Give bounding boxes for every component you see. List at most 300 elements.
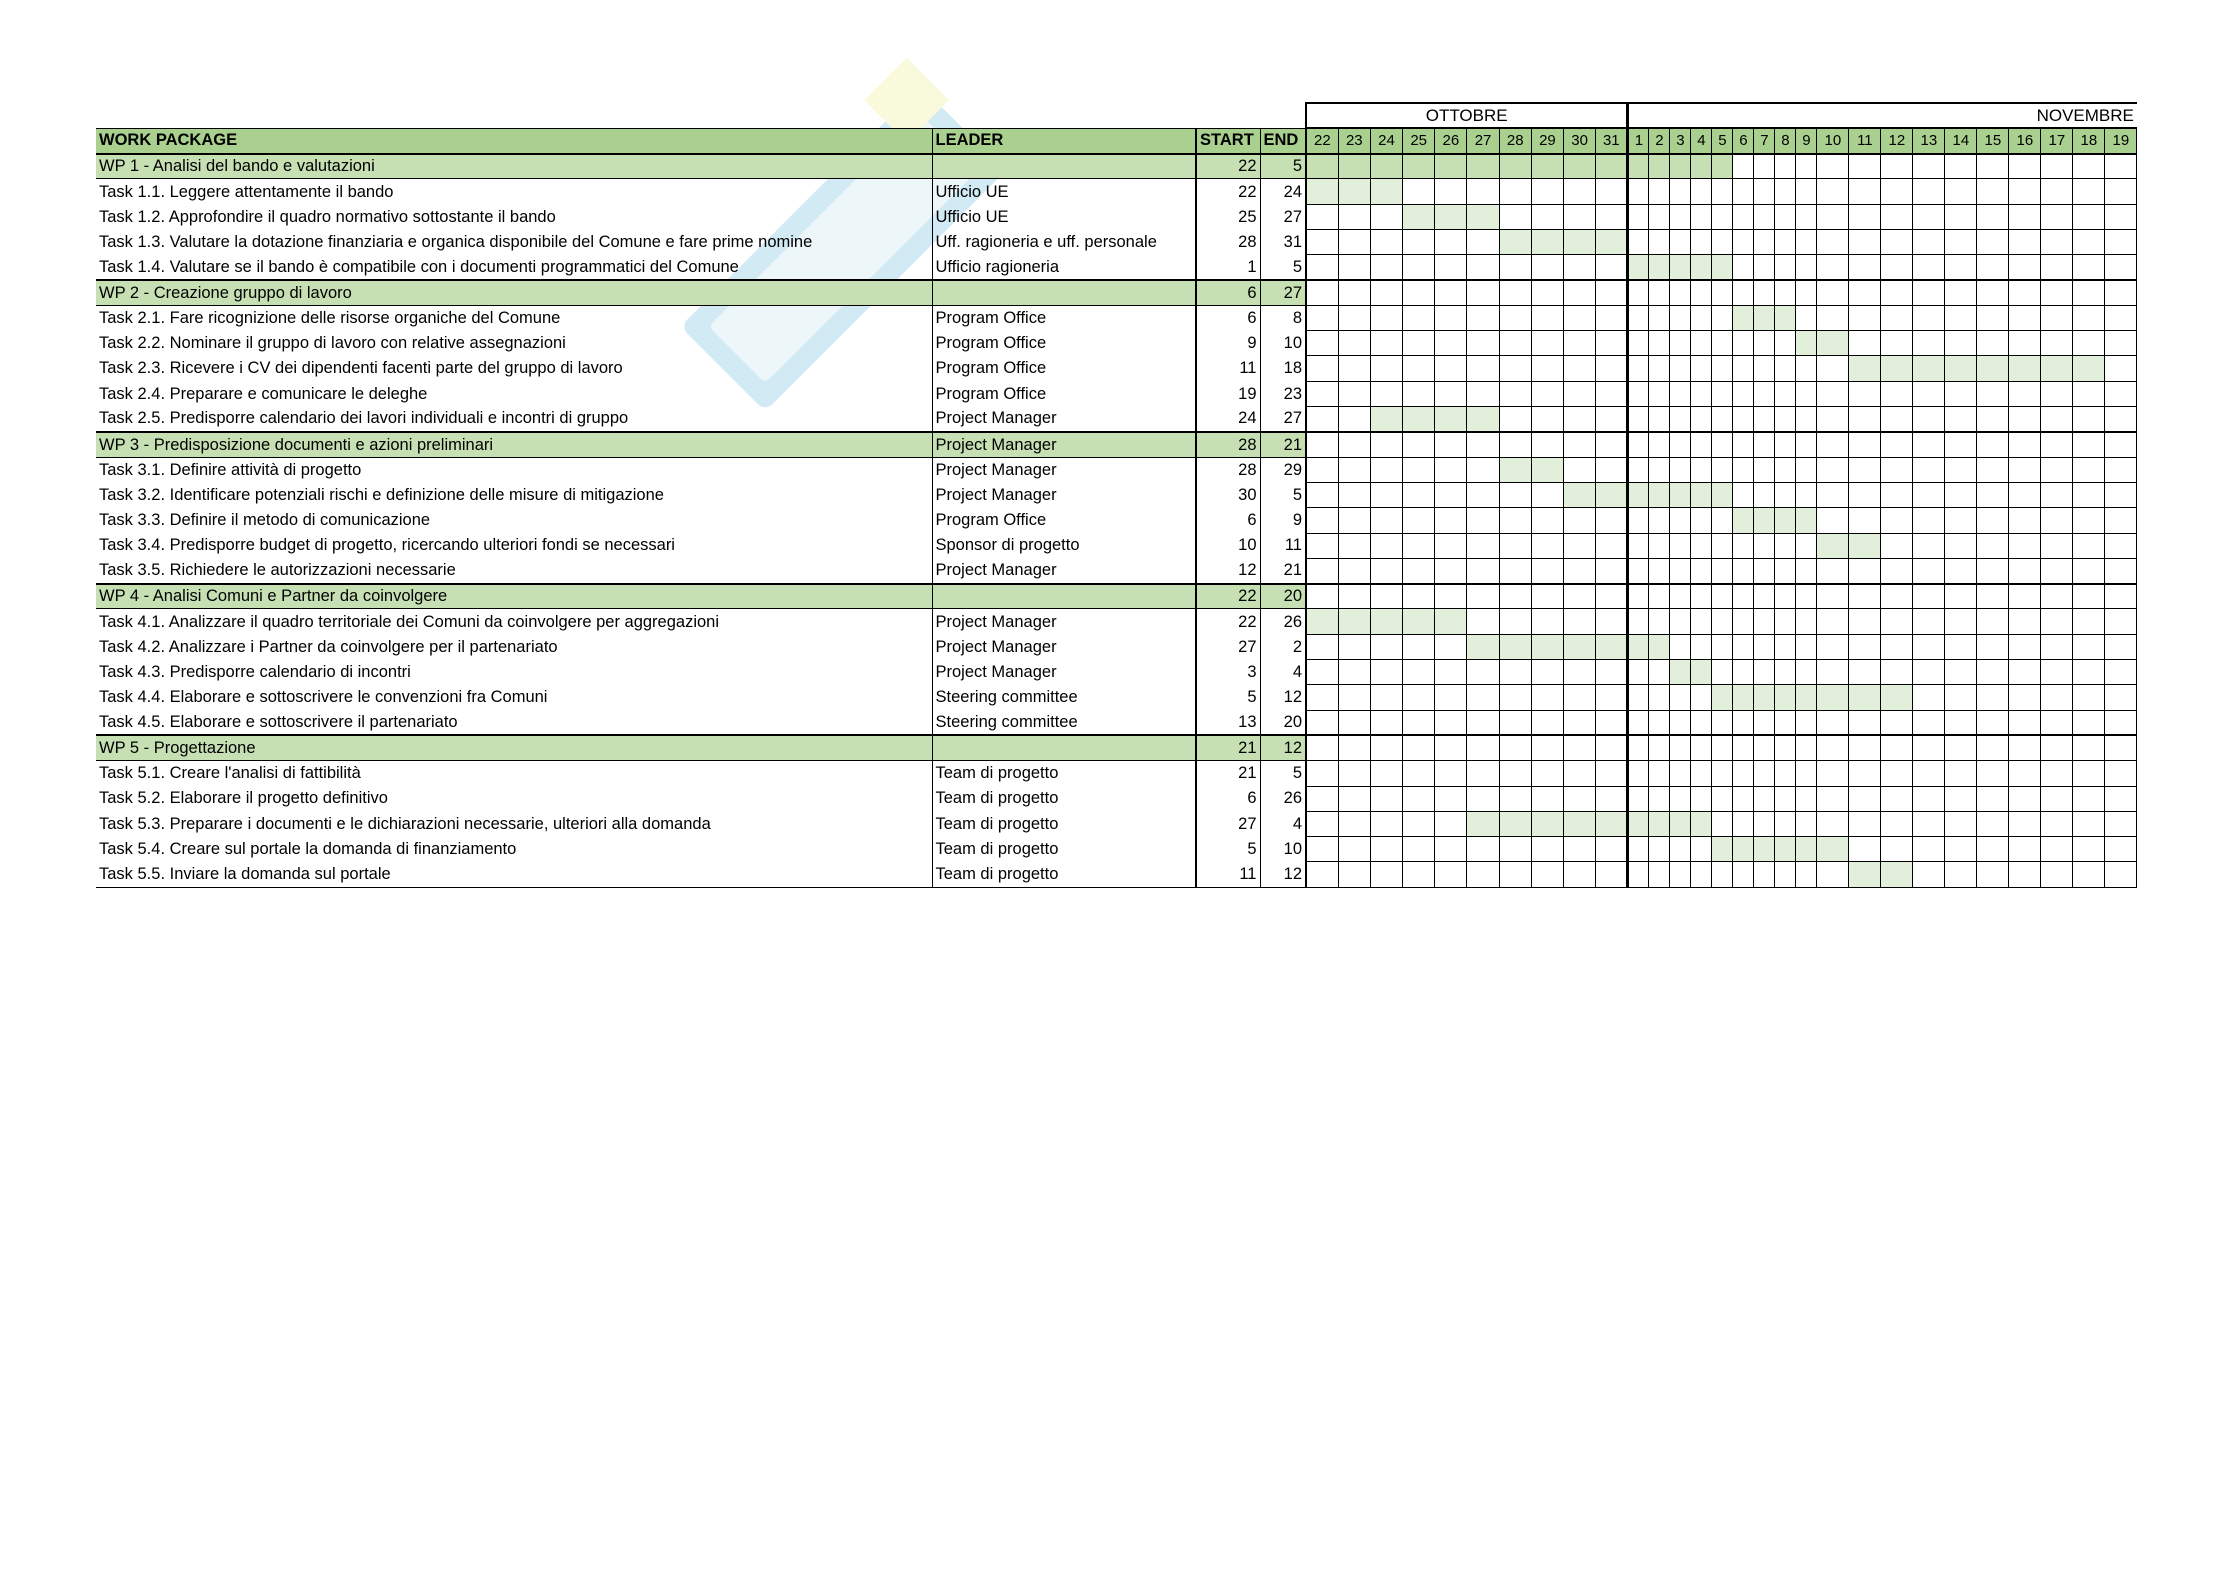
gantt-cell — [1596, 862, 1628, 887]
gantt-cell — [1913, 558, 1945, 583]
gantt-cell — [1881, 407, 1913, 432]
gantt-cell — [1435, 660, 1467, 685]
gantt-cell — [1499, 255, 1531, 280]
gantt-bar-cell — [1945, 356, 1977, 381]
gantt-cell — [1564, 761, 1596, 786]
gantt-cell — [1712, 660, 1733, 685]
gantt-cell — [1913, 609, 1945, 634]
gantt-cell — [1338, 432, 1370, 457]
gantt-bar-cell — [1596, 634, 1628, 659]
gantt-cell — [1467, 482, 1499, 507]
gantt-cell — [1817, 786, 1849, 811]
gantt-bar-cell — [1338, 609, 1370, 634]
gantt-cell — [2009, 331, 2041, 356]
start-day: 24 — [1196, 407, 1260, 432]
gantt-cell — [1649, 305, 1670, 330]
task-row — [96, 558, 2137, 583]
task-name: Task 4.2. Analizzare i Partner da coinvolgere per il partenariato — [99, 637, 558, 656]
gantt-cell — [1306, 229, 1338, 254]
gantt-cell — [1649, 735, 1670, 760]
gantt-cell — [1796, 356, 1817, 381]
gantt-cell — [1754, 457, 1775, 482]
gantt-cell — [2041, 786, 2073, 811]
gantt-cell — [2009, 609, 2041, 634]
gantt-cell — [1796, 154, 1817, 179]
task-name: Task 3.3. Definire il metodo di comunicazione — [99, 511, 431, 530]
gantt-bar-cell — [1817, 685, 1849, 710]
gantt-cell — [1945, 154, 1977, 179]
gantt-cell — [2041, 154, 2073, 179]
gantt-cell — [1467, 508, 1499, 533]
gantt-bar-cell — [1338, 154, 1370, 179]
gantt-bar-cell — [1712, 154, 1733, 179]
gantt-cell — [1945, 862, 1977, 887]
gantt-bar-cell — [1403, 407, 1435, 432]
gantt-cell — [1403, 457, 1435, 482]
gantt-cell — [2041, 761, 2073, 786]
gantt-cell — [1691, 280, 1712, 305]
gantt-cell — [1670, 533, 1691, 558]
gantt-cell — [2009, 280, 2041, 305]
gantt-cell — [2073, 685, 2105, 710]
gantt-cell — [2041, 432, 2073, 457]
gantt-cell — [1435, 255, 1467, 280]
gantt-cell — [1306, 735, 1338, 760]
task-name: Task 3.5. Richiedere le autorizzazioni necessarie — [99, 561, 456, 580]
gantt-bar-cell — [1691, 482, 1712, 507]
leader-name: Ufficio UE — [932, 204, 1196, 229]
gantt-cell — [1370, 305, 1402, 330]
gantt-cell — [1628, 558, 1649, 583]
gantt-cell — [1691, 710, 1712, 735]
gantt-cell — [1849, 584, 1881, 609]
gantt-cell — [1733, 381, 1754, 406]
gantt-bar-cell — [1670, 660, 1691, 685]
gantt-cell — [1649, 862, 1670, 887]
gantt-bar-cell — [1733, 837, 1754, 862]
end-day: 9 — [1260, 508, 1306, 533]
gantt-cell — [1849, 508, 1881, 533]
gantt-cell — [1691, 837, 1712, 862]
gantt-cell — [1531, 558, 1563, 583]
gantt-cell — [1733, 255, 1754, 280]
gantt-cell — [1628, 457, 1649, 482]
gantt-cell — [1849, 204, 1881, 229]
gantt-cell — [1733, 356, 1754, 381]
gantt-cell — [1467, 255, 1499, 280]
gantt-cell — [1913, 457, 1945, 482]
gantt-cell — [2105, 862, 2137, 887]
header-row — [96, 128, 2137, 153]
gantt-cell — [1596, 837, 1628, 862]
gantt-cell — [1913, 508, 1945, 533]
gantt-bar-cell — [2073, 356, 2105, 381]
gantt-cell — [1754, 229, 1775, 254]
gantt-cell — [1796, 482, 1817, 507]
day-header: 16 — [2009, 128, 2041, 153]
gantt-cell — [1628, 660, 1649, 685]
gantt-cell — [1670, 558, 1691, 583]
gantt-cell — [1467, 660, 1499, 685]
gantt-cell — [1596, 457, 1628, 482]
gantt-cell — [1628, 837, 1649, 862]
gantt-cell — [1596, 179, 1628, 204]
gantt-cell — [1754, 710, 1775, 735]
gantt-cell — [2041, 457, 2073, 482]
leader-name: Program Office — [932, 508, 1196, 533]
gantt-bar-cell — [1403, 154, 1435, 179]
gantt-cell — [1670, 407, 1691, 432]
gantt-cell — [1881, 811, 1913, 836]
gantt-cell — [1467, 584, 1499, 609]
gantt-cell — [2073, 761, 2105, 786]
gantt-cell — [1403, 432, 1435, 457]
day-header: 6 — [1733, 128, 1754, 153]
gantt-cell — [1913, 482, 1945, 507]
gantt-cell — [1913, 811, 1945, 836]
gantt-cell — [1649, 710, 1670, 735]
gantt-cell — [1306, 305, 1338, 330]
gantt-cell — [1649, 179, 1670, 204]
gantt-cell — [1849, 381, 1881, 406]
gantt-cell — [1467, 710, 1499, 735]
gantt-cell — [1817, 584, 1849, 609]
gantt-cell — [1913, 735, 1945, 760]
gantt-cell — [2009, 533, 2041, 558]
gantt-cell — [2105, 482, 2137, 507]
gantt-cell — [2105, 154, 2137, 179]
task-row — [96, 179, 2137, 204]
gantt-cell — [1670, 305, 1691, 330]
gantt-cell — [1499, 204, 1531, 229]
gantt-cell — [1913, 685, 1945, 710]
gantt-cell — [2105, 229, 2137, 254]
gantt-cell — [1596, 558, 1628, 583]
gantt-cell — [2041, 558, 2073, 583]
day-header: 2 — [1649, 128, 1670, 153]
gantt-cell — [1775, 204, 1796, 229]
gantt-cell — [2009, 255, 2041, 280]
gantt-cell — [1945, 735, 1977, 760]
gantt-cell — [1945, 482, 1977, 507]
gantt-bar-cell — [1435, 609, 1467, 634]
gantt-cell — [1564, 255, 1596, 280]
gantt-cell — [1913, 432, 1945, 457]
gantt-cell — [1499, 305, 1531, 330]
task-name: Task 4.3. Predisporre calendario di incontri — [99, 662, 411, 681]
gantt-cell — [1649, 508, 1670, 533]
gantt-cell — [1775, 255, 1796, 280]
gantt-cell — [1817, 154, 1849, 179]
gantt-cell — [1435, 305, 1467, 330]
gantt-cell — [1849, 761, 1881, 786]
gantt-cell — [1977, 280, 2009, 305]
gantt-cell — [1691, 457, 1712, 482]
gantt-cell — [1596, 533, 1628, 558]
gantt-cell — [1733, 204, 1754, 229]
gantt-cell — [1628, 356, 1649, 381]
gantt-cell — [1775, 634, 1796, 659]
gantt-bar-cell — [1881, 685, 1913, 710]
end-day: 4 — [1260, 660, 1306, 685]
gantt-cell — [1754, 735, 1775, 760]
gantt-cell — [1913, 407, 1945, 432]
gantt-cell — [1338, 280, 1370, 305]
gantt-cell — [1712, 280, 1733, 305]
gantt-cell — [2073, 609, 2105, 634]
gantt-cell — [1733, 786, 1754, 811]
gantt-bar-cell — [1370, 609, 1402, 634]
task-name: Task 1.4. Valutare se il bando è compatibile con i documenti programmatici del Comune — [99, 257, 739, 276]
gantt-cell — [2073, 305, 2105, 330]
gantt-cell — [1370, 685, 1402, 710]
gantt-cell — [2041, 660, 2073, 685]
gantt-cell — [1913, 204, 1945, 229]
gantt-cell — [2073, 710, 2105, 735]
gantt-cell — [1712, 584, 1733, 609]
gantt-cell — [1499, 533, 1531, 558]
gantt-cell — [2041, 280, 2073, 305]
gantt-bar-cell — [1564, 634, 1596, 659]
gantt-bar-cell — [1467, 154, 1499, 179]
gantt-cell — [1670, 508, 1691, 533]
gantt-bar-cell — [1370, 154, 1402, 179]
work-package-name: WP 2 - Creazione gruppo di lavoro — [96, 280, 932, 305]
task-row — [96, 457, 2137, 482]
gantt-cell — [1338, 811, 1370, 836]
gantt-cell — [1817, 356, 1849, 381]
start-day: 6 — [1196, 508, 1260, 533]
gantt-cell — [1596, 735, 1628, 760]
gantt-cell — [2105, 558, 2137, 583]
gantt-cell — [1817, 660, 1849, 685]
header-work-package: WORK PACKAGE — [96, 128, 932, 153]
gantt-cell — [1775, 154, 1796, 179]
gantt-cell — [1817, 432, 1849, 457]
task-name: Task 4.1. Analizzare il quadro territoriale dei Comuni da coinvolgere per aggregazioni — [99, 612, 720, 631]
gantt-cell — [1775, 735, 1796, 760]
gantt-cell — [1977, 558, 2009, 583]
gantt-cell — [1849, 837, 1881, 862]
gantt-cell — [1913, 280, 1945, 305]
gantt-cell — [1564, 533, 1596, 558]
gantt-cell — [1564, 280, 1596, 305]
end-day: 20 — [1260, 710, 1306, 735]
task-name: Task 5.1. Creare l'analisi di fattibilità — [99, 764, 361, 783]
gantt-cell — [1712, 862, 1733, 887]
gantt-cell — [1817, 508, 1849, 533]
gantt-cell — [1649, 229, 1670, 254]
gantt-cell — [1306, 381, 1338, 406]
gantt-cell — [1370, 710, 1402, 735]
gantt-cell — [1370, 381, 1402, 406]
gantt-cell — [1403, 179, 1435, 204]
gantt-bar-cell — [1499, 811, 1531, 836]
gantt-cell — [1338, 305, 1370, 330]
gantt-cell — [1849, 482, 1881, 507]
gantt-cell — [1628, 533, 1649, 558]
gantt-bar-cell — [1370, 407, 1402, 432]
gantt-cell — [2073, 735, 2105, 760]
gantt-cell — [2073, 508, 2105, 533]
gantt-cell — [1691, 634, 1712, 659]
gantt-cell — [1754, 280, 1775, 305]
task-row — [96, 634, 2137, 659]
gantt-cell — [1435, 482, 1467, 507]
end-day: 26 — [1260, 609, 1306, 634]
gantt-cell — [1881, 660, 1913, 685]
gantt-cell — [1817, 735, 1849, 760]
gantt-bar-cell — [1649, 154, 1670, 179]
gantt-cell — [1403, 533, 1435, 558]
gantt-cell — [1712, 305, 1733, 330]
gantt-cell — [1775, 584, 1796, 609]
gantt-cell — [1467, 558, 1499, 583]
gantt-cell — [1712, 407, 1733, 432]
gantt-cell — [2105, 761, 2137, 786]
gantt-cell — [1817, 179, 1849, 204]
gantt-cell — [1306, 280, 1338, 305]
task-name: Task 3.2. Identificare potenziali rischi e definizione delle misure di mitigazione — [99, 485, 664, 504]
gantt-bar-cell — [1467, 811, 1499, 836]
gantt-cell — [2105, 786, 2137, 811]
gantt-cell — [1596, 305, 1628, 330]
gantt-cell — [1649, 786, 1670, 811]
gantt-cell — [1733, 811, 1754, 836]
work-package-row — [96, 735, 2137, 760]
gantt-cell — [1733, 154, 1754, 179]
day-header: 24 — [1370, 128, 1402, 153]
gantt-cell — [1881, 533, 1913, 558]
gantt-cell — [1628, 381, 1649, 406]
gantt-cell — [1649, 558, 1670, 583]
gantt-cell — [1306, 558, 1338, 583]
gantt-cell — [1670, 862, 1691, 887]
leader-name: Project Manager — [932, 634, 1196, 659]
gantt-cell — [2009, 432, 2041, 457]
gantt-cell — [1596, 204, 1628, 229]
gantt-cell — [1403, 331, 1435, 356]
gantt-cell — [1775, 381, 1796, 406]
gantt-cell — [1531, 280, 1563, 305]
gantt-cell — [2041, 255, 2073, 280]
gantt-cell — [1628, 761, 1649, 786]
leader-name: Project Manager — [932, 482, 1196, 507]
task-row — [96, 660, 2137, 685]
gantt-cell — [1775, 609, 1796, 634]
gantt-bar-cell — [1649, 811, 1670, 836]
gantt-bar-cell — [1733, 508, 1754, 533]
gantt-cell — [2073, 432, 2105, 457]
gantt-cell — [1306, 584, 1338, 609]
gantt-bar-cell — [1628, 811, 1649, 836]
gantt-cell — [1977, 432, 2009, 457]
gantt-cell — [1370, 482, 1402, 507]
gantt-cell — [2041, 609, 2073, 634]
gantt-cell — [1754, 533, 1775, 558]
gantt-cell — [2073, 179, 2105, 204]
gantt-cell — [1628, 407, 1649, 432]
task-row — [96, 710, 2137, 735]
end-day: 31 — [1260, 229, 1306, 254]
gantt-cell — [1775, 786, 1796, 811]
gantt-cell — [1775, 558, 1796, 583]
gantt-cell — [1467, 786, 1499, 811]
gantt-cell — [2105, 508, 2137, 533]
gantt-cell — [1499, 482, 1531, 507]
gantt-bar-cell — [1531, 811, 1563, 836]
gantt-cell — [1499, 356, 1531, 381]
start-day: 27 — [1196, 811, 1260, 836]
gantt-bar-cell — [1628, 255, 1649, 280]
gantt-bar-cell — [1775, 508, 1796, 533]
day-header: 1 — [1628, 128, 1649, 153]
gantt-cell — [1564, 609, 1596, 634]
gantt-bar-cell — [1628, 634, 1649, 659]
gantt-cell — [1306, 811, 1338, 836]
gantt-cell — [1403, 280, 1435, 305]
day-header: 12 — [1881, 128, 1913, 153]
gantt-cell — [1531, 660, 1563, 685]
gantt-cell — [1691, 229, 1712, 254]
gantt-cell — [1881, 381, 1913, 406]
gantt-cell — [1817, 862, 1849, 887]
gantt-bar-cell — [1403, 609, 1435, 634]
day-header: 31 — [1596, 128, 1628, 153]
gantt-cell — [1435, 457, 1467, 482]
day-header: 25 — [1403, 128, 1435, 153]
gantt-cell — [2073, 811, 2105, 836]
task-name: Task 4.5. Elaborare e sottoscrivere il partenariato — [99, 713, 458, 732]
gantt-cell — [1370, 331, 1402, 356]
gantt-cell — [1849, 305, 1881, 330]
gantt-cell — [1712, 229, 1733, 254]
gantt-cell — [1691, 407, 1712, 432]
gantt-cell — [1628, 204, 1649, 229]
gantt-cell — [2009, 457, 2041, 482]
header-start: START — [1196, 128, 1260, 153]
gantt-cell — [1499, 558, 1531, 583]
gantt-cell — [1338, 508, 1370, 533]
gantt-cell — [1913, 381, 1945, 406]
gantt-cell — [1531, 356, 1563, 381]
gantt-cell — [1945, 508, 1977, 533]
start-day: 10 — [1196, 533, 1260, 558]
gantt-cell — [1670, 735, 1691, 760]
gantt-cell — [1435, 761, 1467, 786]
gantt-cell — [1754, 660, 1775, 685]
gantt-cell — [1881, 482, 1913, 507]
day-header: 14 — [1945, 128, 1977, 153]
gantt-cell — [1306, 482, 1338, 507]
gantt-cell — [1796, 280, 1817, 305]
leader-name — [932, 584, 1196, 609]
end-day: 27 — [1260, 280, 1306, 305]
gantt-cell — [1531, 685, 1563, 710]
gantt-cell — [1564, 710, 1596, 735]
gantt-cell — [1691, 862, 1712, 887]
gantt-bar-cell — [1467, 407, 1499, 432]
end-day: 12 — [1260, 685, 1306, 710]
end-day: 5 — [1260, 761, 1306, 786]
gantt-cell — [1881, 305, 1913, 330]
gantt-cell — [1977, 381, 2009, 406]
end-day: 5 — [1260, 255, 1306, 280]
gantt-cell — [1945, 255, 1977, 280]
gantt-bar-cell — [1628, 154, 1649, 179]
day-header: 27 — [1467, 128, 1499, 153]
gantt-cell — [1628, 685, 1649, 710]
